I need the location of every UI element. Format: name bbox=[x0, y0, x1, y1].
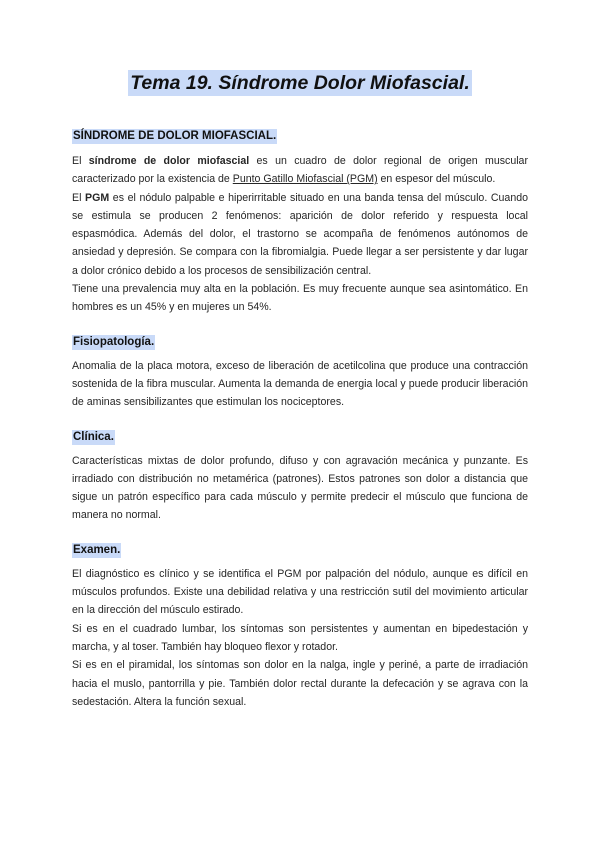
text-run: es un cuadro de dolor regional de origen muscular caracterizado por la existencia de bbox=[72, 155, 528, 186]
section-heading-intro: SÍNDROME DE DOLOR MIOFASCIAL. bbox=[73, 130, 277, 142]
intro-paragraph-2 bbox=[72, 189, 528, 280]
intro-paragraph-1 bbox=[72, 152, 528, 189]
clinica-paragraph-1: Características mixtas de dolor profundo, difuso y con agravación mecánica y punzante. Es irradiado con distribución no metamérica (patrones). Estos patrones son dolor a distancia que sigue un patrón específico para cada músculo y permite predecir el músculo que funciona de manera no normal. bbox=[72, 454, 528, 522]
section-heading-clinica: Clínica. bbox=[73, 430, 114, 443]
bold-term-pgm: PGM bbox=[85, 191, 110, 204]
text-run: es el nódulo palpable e hiperirritable situado en una banda tensa del músculo. Cuando se estimula se producen 2 fenómenos: aparición de dolor referido y respuesta local espasmódica. Además del dolor, el trastorno se acompaña de fenómenos autónomos de ansiedad y depresión. Se compara con la fibromialgia. Puede llegar a ser persistente y dar lugar a dolor crónico debido a los procesos de sensibilización central. bbox=[72, 191, 528, 277]
intro-paragraph-3: Tiene una prevalencia muy alta en la población. Es muy frecuente aunque sea asintomático. En hombres es un 45% y en mujeres un 54%. bbox=[72, 283, 528, 314]
examen-paragraph-2: Si es en el cuadrado lumbar, los síntomas son persistentes y aumentan en bipedestación y marcha, y al toser. También hay bloqueo flexor y rotador. bbox=[72, 622, 528, 653]
section-heading-row bbox=[72, 427, 528, 445]
section-heading-row bbox=[72, 540, 528, 558]
examen-paragraph-3: Si es en el piramidal, los síntomas son dolor en la nalga, ingle y periné, a parte de irradiación hacia el muslo, pantorrilla y pie. También dolor rectal durante la defecación y se agrava con la sedestación. Altera la función sexual. bbox=[72, 659, 528, 708]
bold-term-sindrome: síndrome de dolor miofascial bbox=[88, 155, 250, 167]
section-heading-row bbox=[72, 126, 528, 144]
page-title: Tema 19. Síndrome Dolor Miofascial. bbox=[130, 72, 470, 94]
text-run: El bbox=[72, 155, 89, 167]
fisiopatologia-paragraph-1: Anomalia de la placa motora, exceso de liberación de acetilcolina que produce una contracción sostenida de la fibra muscular. Aumenta la demanda de energia local y puede producir liberación de aminas sensibilizantes que estimulan los nociceptores. bbox=[72, 359, 528, 409]
section-heading-fisiopatologia: Fisiopatología. bbox=[73, 335, 155, 348]
text-run: en espesor del músculo. bbox=[377, 173, 496, 186]
section-heading-examen: Examen. bbox=[73, 543, 121, 556]
section-heading-row bbox=[72, 332, 528, 350]
section-fisiopatologia bbox=[72, 332, 528, 412]
examen-paragraph-1: El diagnóstico es clínico y se identifica el PGM por palpación del nódulo, aunque es difícil en músculos profundos. Existe una debilidad relativa y una restricción sutil del movimiento articular en la dirección del músculo estirado. bbox=[72, 567, 528, 617]
section-clinica bbox=[72, 427, 528, 525]
title-block bbox=[72, 70, 528, 96]
underlined-term-pgm: Punto Gatillo Miofascial (PGM) bbox=[232, 173, 378, 186]
text-run: El bbox=[72, 191, 86, 204]
section-examen bbox=[72, 540, 528, 711]
section-intro bbox=[72, 126, 528, 317]
